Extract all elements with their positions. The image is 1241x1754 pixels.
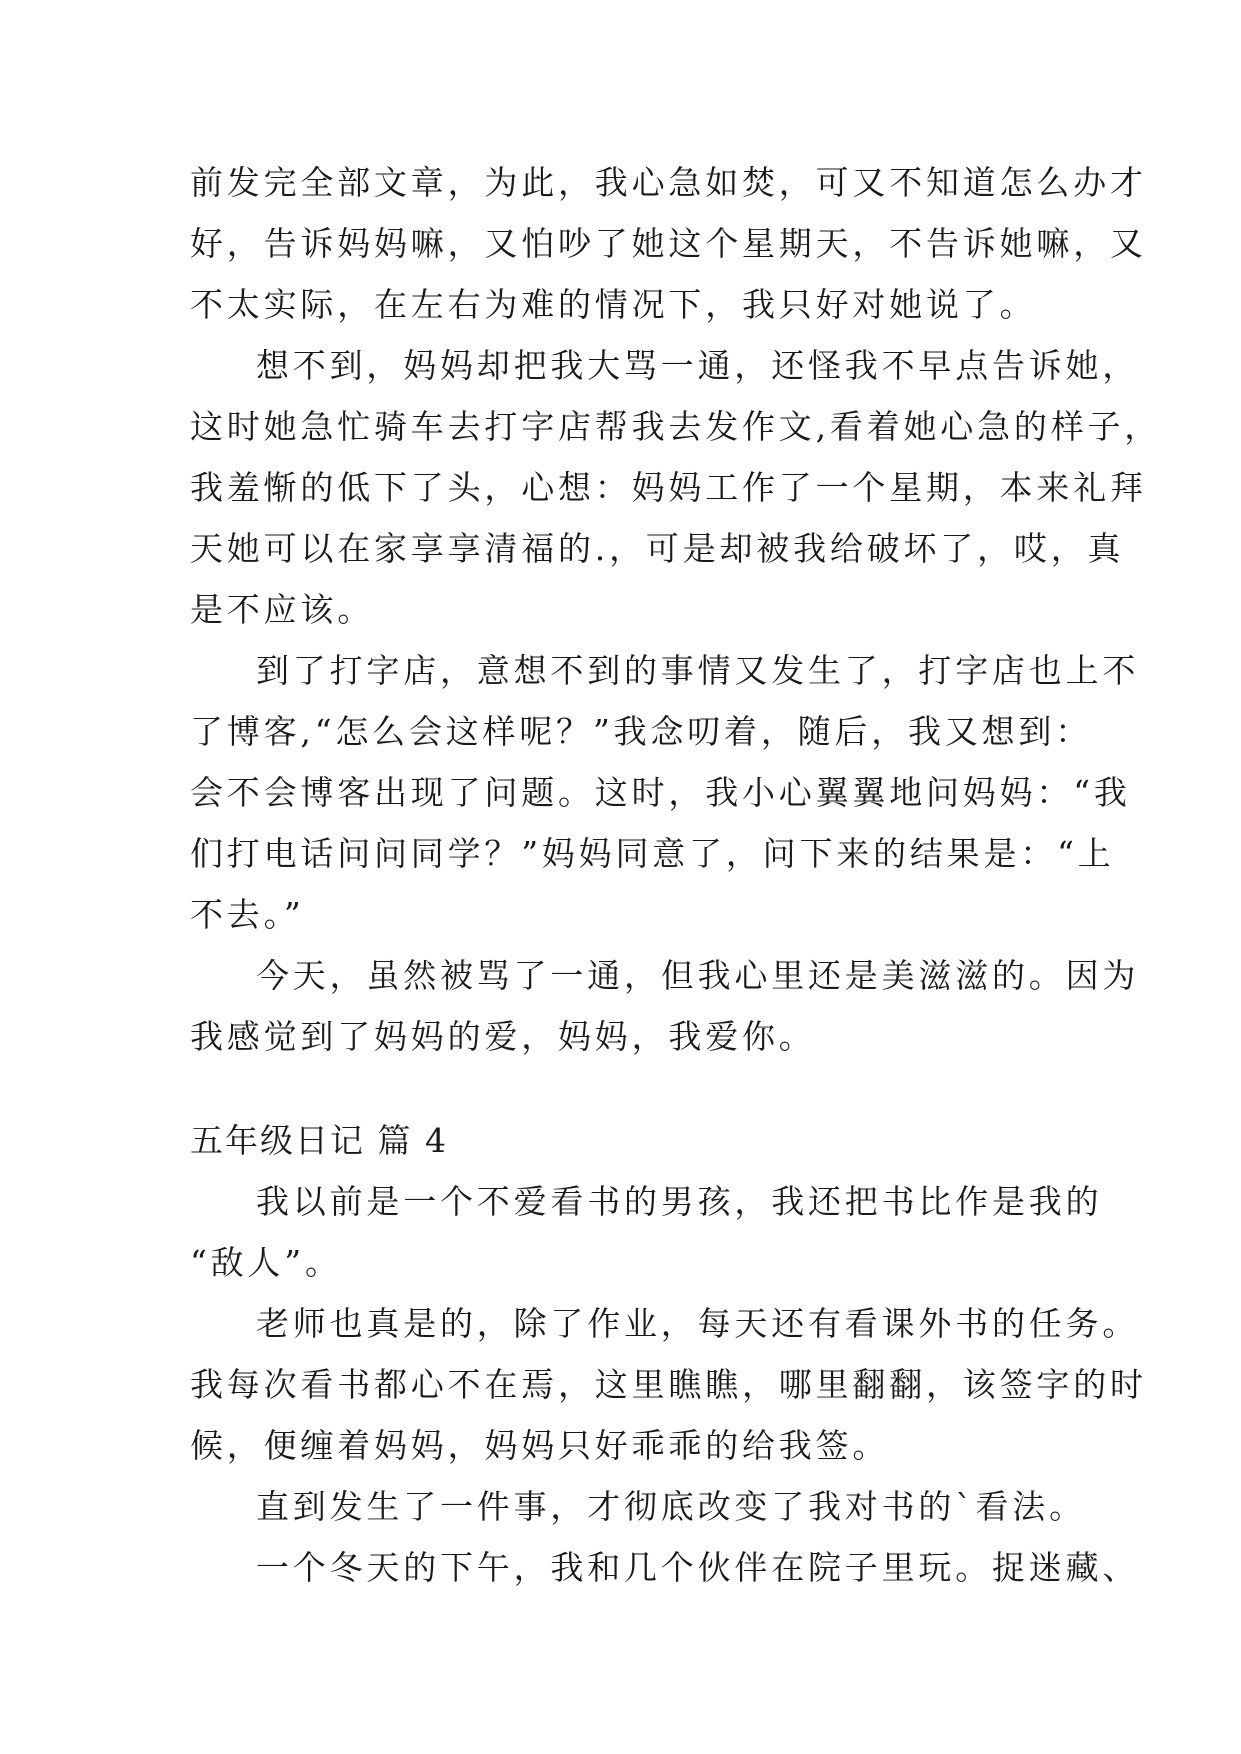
- paragraph-2-line-2: 这时她急忙骑车去打字店帮我去发作文,看着她心急的样子，: [190, 407, 1162, 446]
- paragraph-1-line-1: 前发完全部文章，为此，我心急如焚，可又不知道怎么办才: [190, 163, 1147, 202]
- paragraph-3-line-5: 不去。”: [190, 895, 305, 934]
- paragraph-2-line-4: 天她可以在家享享清福的.，可是却被我给破坏了，哎，真: [190, 529, 1125, 568]
- paragraph-2-line-1: 想不到，妈妈却把我大骂一通，还怪我不早点告诉她，: [256, 346, 1140, 385]
- section-heading: 五年级日记 篇 4: [190, 1121, 448, 1160]
- paragraph-6-line-1: 老师也真是的，除了作业，每天还有看课外书的任务。: [256, 1304, 1140, 1343]
- paragraph-3-line-1: 到了打字店，意想不到的事情又发生了，打字店也上不: [256, 651, 1140, 690]
- paragraph-1-line-3: 不太实际，在左右为难的情况下，我只好对她说了。: [190, 285, 1037, 324]
- paragraph-6-line-2: 我每次看书都心不在焉，这里瞧瞧，哪里翻翻，该签字的时: [190, 1365, 1147, 1404]
- paragraph-1-line-2: 好，告诉妈妈嘛，又怕吵了她这个星期天，不告诉她嘛，又: [190, 224, 1147, 263]
- paragraph-2-line-3: 我羞惭的低下了头，心想：妈妈工作了一个星期，本来礼拜: [190, 468, 1147, 507]
- paragraph-6-line-3: 候，便缠着妈妈，妈妈只好乖乖的给我签。: [190, 1426, 890, 1465]
- paragraph-2-line-5: 是不应该。: [190, 590, 374, 629]
- paragraph-4-line-1: 今天，虽然被骂了一通，但我心里还是美滋滋的。因为: [256, 956, 1140, 995]
- paragraph-3-line-3: 会不会博客出现了问题。这时，我小心翼翼地问妈妈：“我: [190, 773, 1131, 812]
- paragraph-3-line-2: 了博客,“怎么会这样呢？”我念叨着，随后，我又想到：: [190, 712, 1093, 751]
- paragraph-8-line-1: 一个冬天的下午，我和几个伙伴在院子里玩。捉迷藏、: [256, 1548, 1140, 1587]
- paragraph-5-line-1: 我以前是一个不爱看书的男孩，我还把书比作是我的: [256, 1182, 1103, 1221]
- paragraph-5-line-2: “敌人”。: [190, 1243, 342, 1282]
- paragraph-4-line-2: 我感觉到了妈妈的爱，妈妈，我爱你。: [190, 1017, 816, 1056]
- paragraph-7-line-1: 直到发生了一件事，才彻底改变了我对书的`看法。: [256, 1487, 1086, 1526]
- paragraph-3-line-4: 们打电话问问同学？”妈妈同意了，问下来的结果是：“上: [190, 834, 1115, 873]
